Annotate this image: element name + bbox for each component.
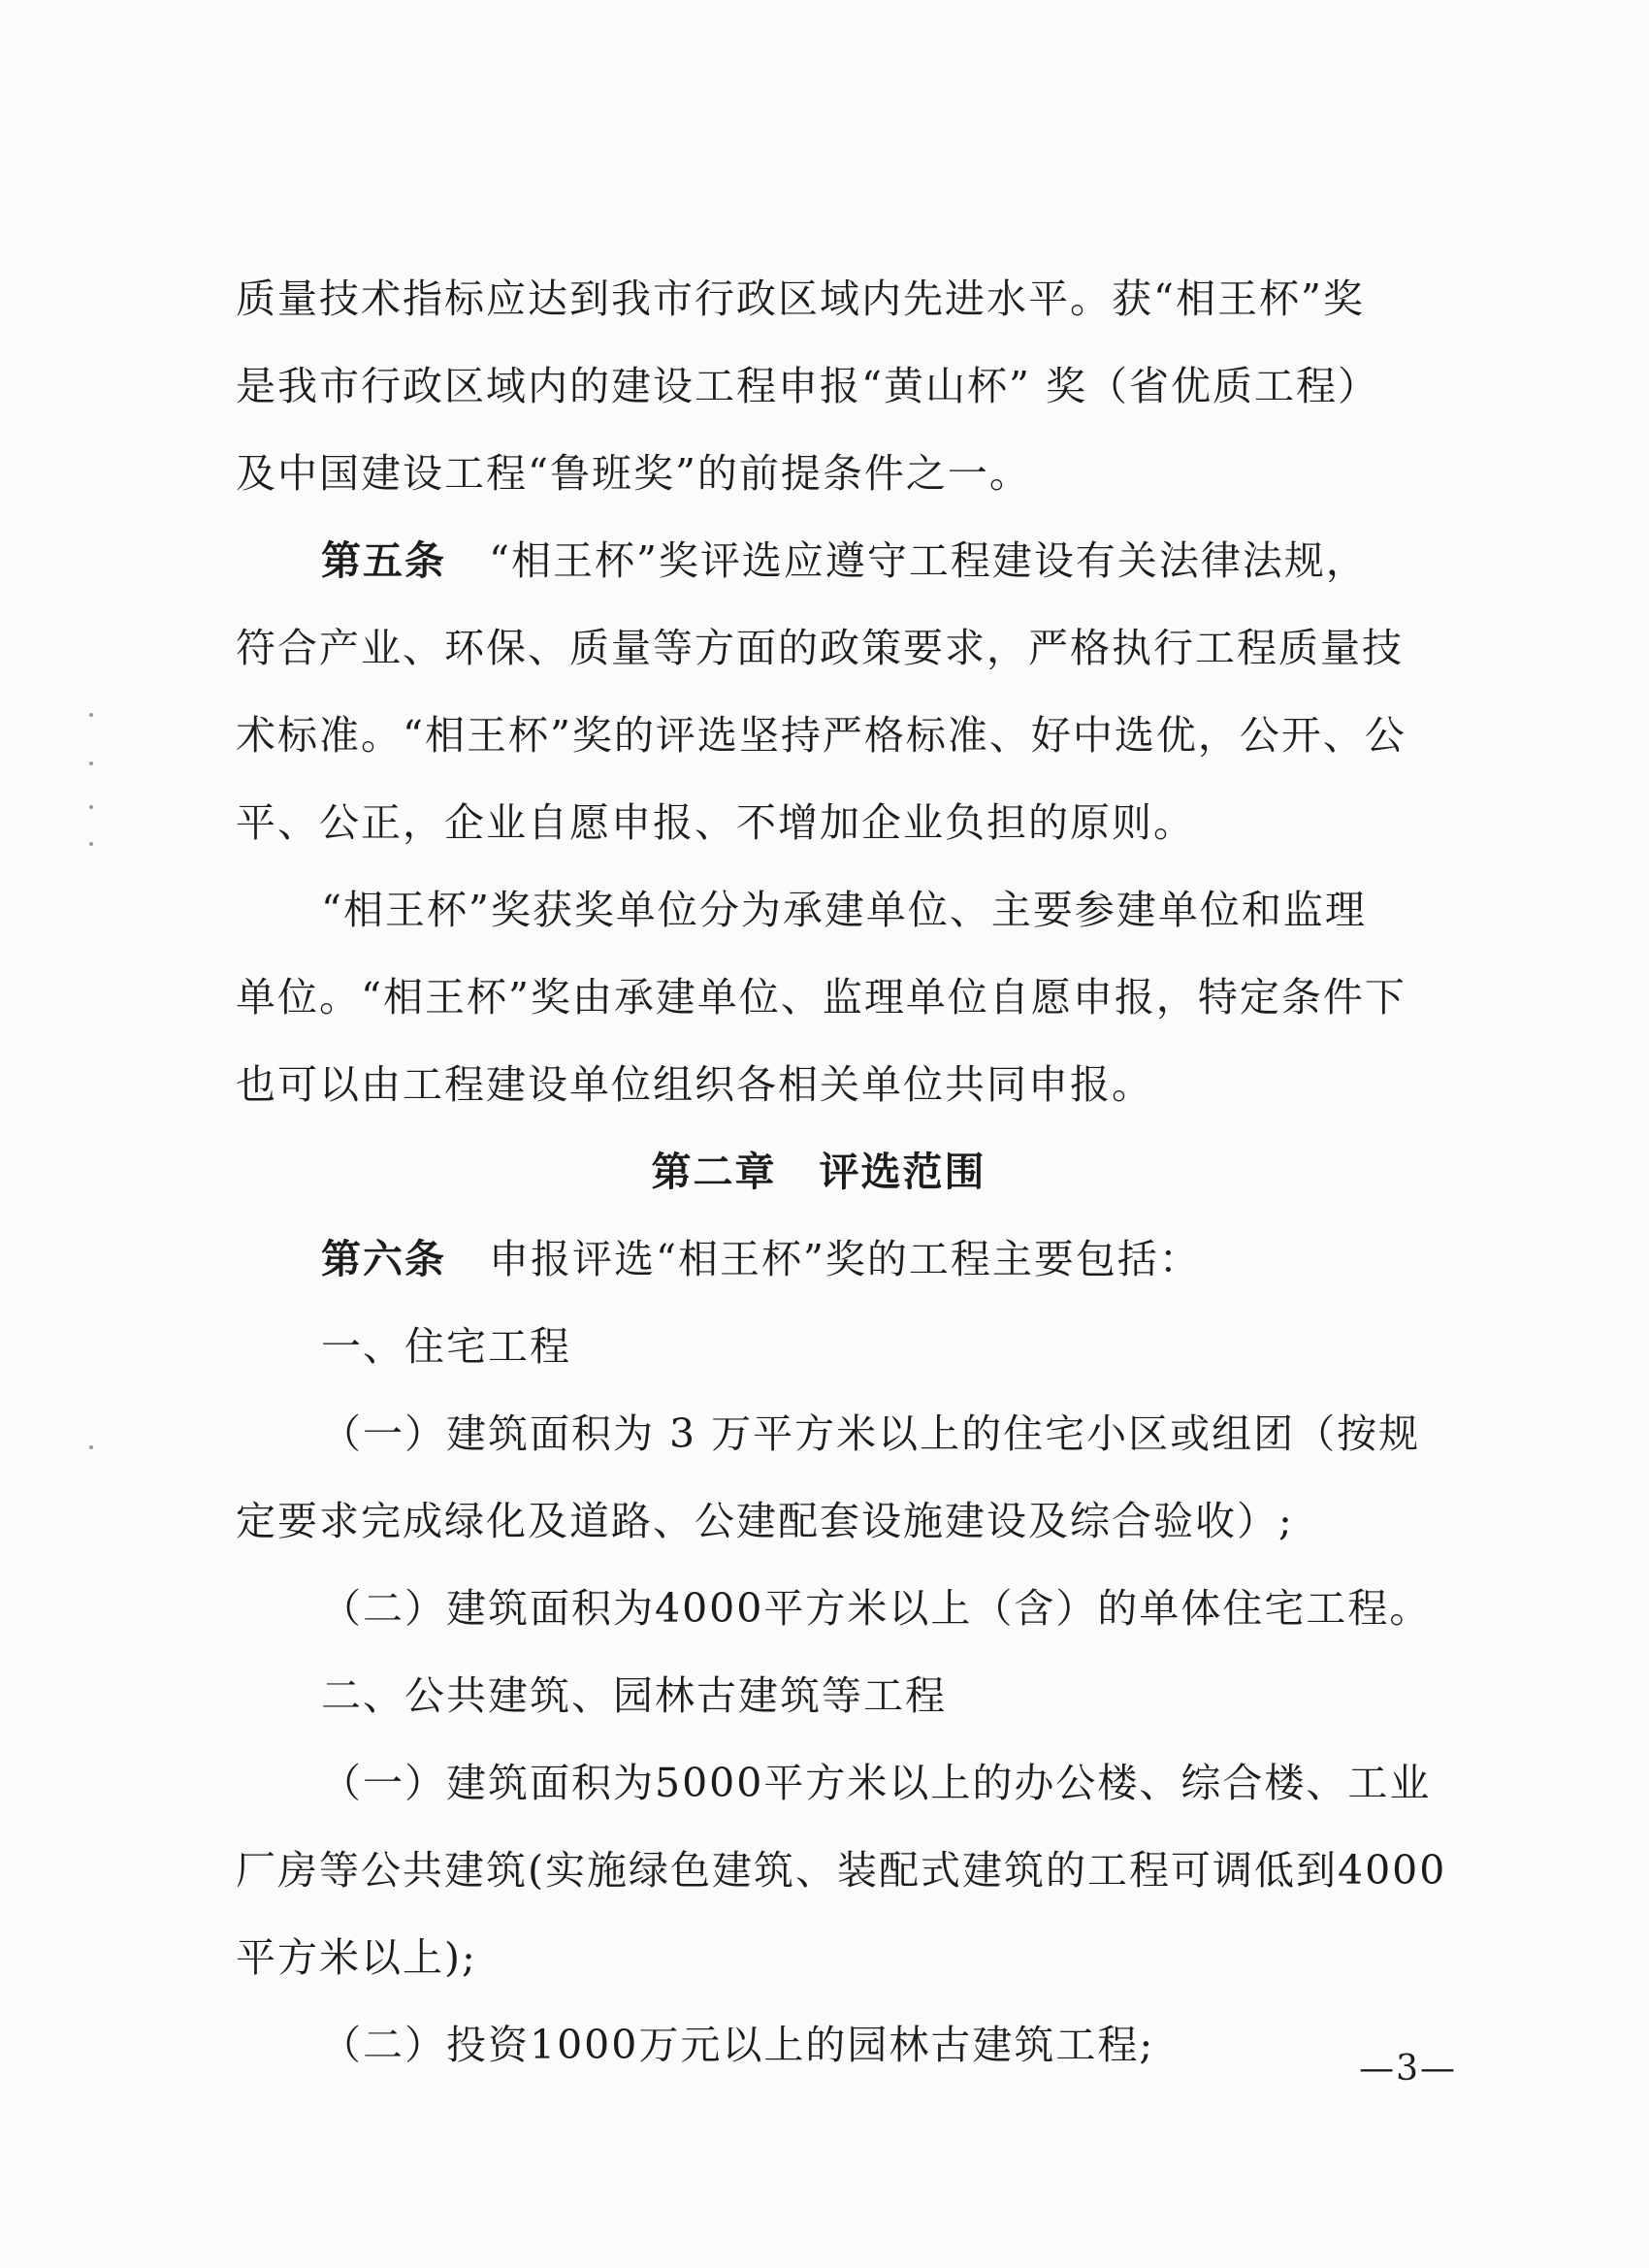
article-5-label: 第五条 <box>321 537 446 584</box>
text-line: 单位。“相王杯”奖由承建单位、监理单位自愿申报，特定条件下 <box>236 974 1406 1021</box>
section-heading: 一、住宅工程 <box>321 1323 571 1370</box>
text-line: 符合产业、环保、质量等方面的政策要求，严格执行工程质量技 <box>236 625 1404 671</box>
article-5-line <box>236 517 1460 604</box>
text-line: 是我市行政区域内的建设工程申报“黄山杯” 奖（省优质工程） <box>236 363 1379 409</box>
margin-mark <box>89 761 93 765</box>
text-line: 平方米以上); <box>236 1934 477 1981</box>
text-line: （一）建筑面积为 3 万平方米以上的住宅小区或组团（按规 <box>321 1410 1421 1457</box>
text-line: （二）建筑面积为4000平方米以上（含）的单体住宅工程。 <box>321 1585 1432 1632</box>
margin-mark <box>89 805 93 809</box>
document-body <box>236 255 1460 2089</box>
page-number: —3— <box>1359 2049 1457 2089</box>
article-5-text: “相王杯”奖评选应遵守工程建设有关法律法规， <box>489 537 1368 584</box>
article-6-text: 申报评选“相王杯”奖的工程主要包括： <box>489 1236 1201 1282</box>
text-line: 术标准。“相王杯”奖的评选坚持严格标准、好中选优，公开、公 <box>236 712 1406 759</box>
text-line: 质量技术指标应达到我市行政区域内先进水平。获“相王杯”奖 <box>236 275 1365 322</box>
text-line: 定要求完成绿化及道路、公建配套设施建设及综合验收）; <box>236 1498 1294 1544</box>
text-line: 厂房等公共建筑(实施绿色建筑、装配式建筑的工程可调低到4000 <box>236 1847 1447 1894</box>
chapter-number: 第二章 <box>651 1149 777 1195</box>
text-line: （一）建筑面积为5000平方米以上的办公楼、综合楼、工业 <box>321 1760 1432 1806</box>
article-6-line <box>236 1215 1460 1303</box>
chapter-heading <box>236 1128 1460 1215</box>
article-6-label: 第六条 <box>321 1236 446 1282</box>
chapter-title: 评选范围 <box>819 1149 986 1195</box>
text-line: 及中国建设工程“鲁班奖”的前提条件之一。 <box>236 450 1031 497</box>
section-heading: 二、公共建筑、园林古建筑等工程 <box>321 1672 947 1719</box>
text-line: 也可以由工程建设单位组织各相关单位共同申报。 <box>236 1061 1153 1108</box>
margin-mark <box>89 1445 93 1449</box>
margin-mark <box>89 713 93 717</box>
margin-mark <box>89 842 93 846</box>
text-line: （二）投资1000万元以上的园林古建筑工程; <box>321 2022 1155 2068</box>
text-line: 平、公正，企业自愿申报、不增加企业负担的原则。 <box>236 799 1195 846</box>
text-line: “相王杯”奖获奖单位分为承建单位、主要参建单位和监理 <box>321 887 1367 933</box>
